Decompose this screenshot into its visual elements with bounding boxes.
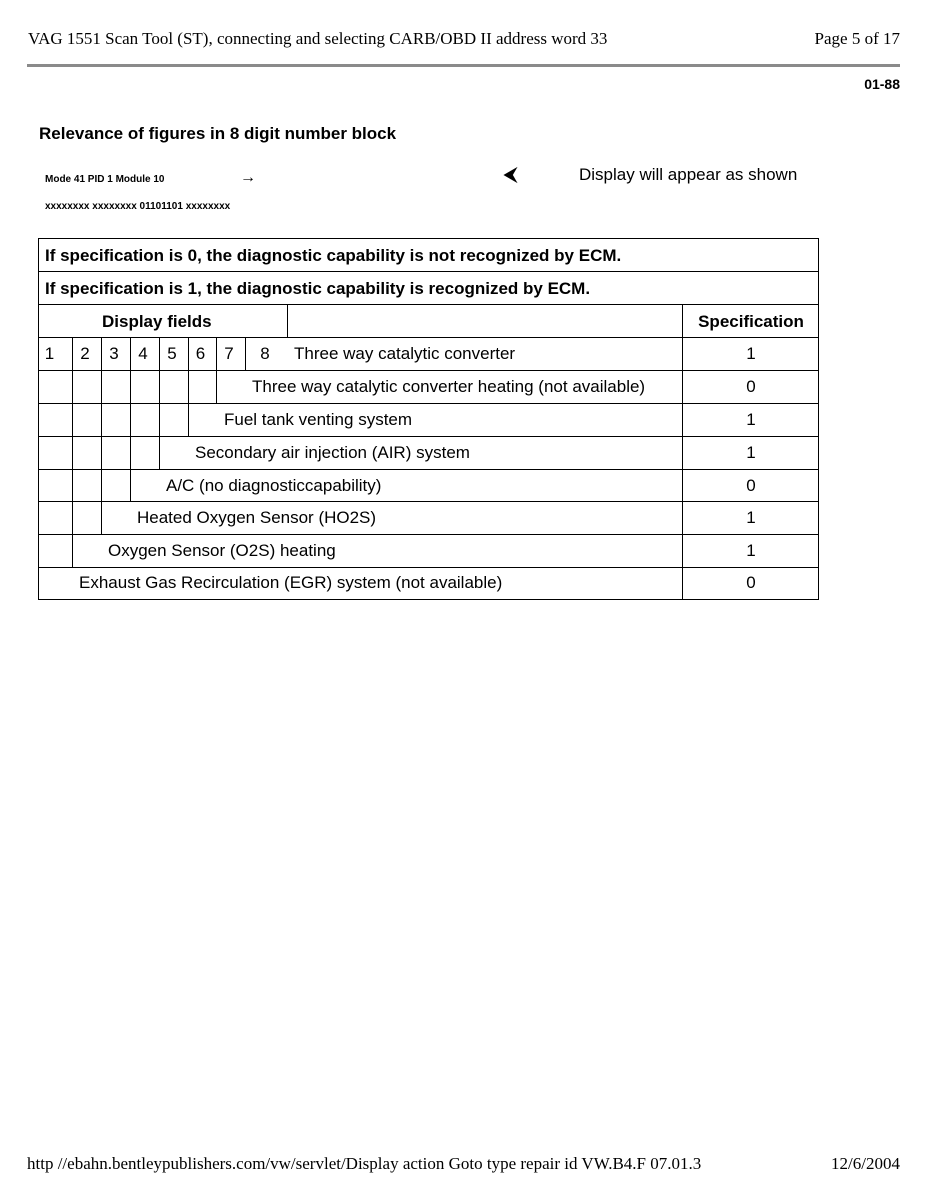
row-spec: 1	[746, 508, 756, 527]
row-spec: 1	[746, 443, 756, 462]
row-label: Three way catalytic converter heating (not available)	[252, 377, 646, 396]
display-note: Display will appear as shown	[579, 165, 798, 184]
display-fields-header: Display fields	[102, 312, 212, 331]
field-number: 3	[109, 344, 119, 363]
row-spec: 1	[746, 344, 756, 363]
row-label: Exhaust Gas Recirculation (EGR) system (not available)	[79, 573, 503, 592]
page-code: 01-88	[864, 76, 900, 92]
footer-url: http //ebahn.bentleypublishers.com/vw/servlet/Display action Goto type repair id VW.B4.F 07.01.3	[27, 1154, 702, 1173]
display-mode-line: Mode 41 PID 1 Module 10	[45, 174, 165, 185]
arrow-right-icon: →	[240, 169, 256, 186]
row-spec: 1	[746, 410, 756, 429]
footer-date: 12/6/2004	[831, 1154, 900, 1173]
row-spec: 0	[746, 476, 756, 495]
specification-header: Specification	[698, 312, 804, 331]
row-spec: 0	[746, 573, 756, 592]
row-spec: 0	[746, 377, 756, 396]
relevance-table	[38, 238, 819, 600]
page-number: Page 5 of 17	[814, 29, 900, 48]
display-mask-line: xxxxxxxx xxxxxxxx 01101101 xxxxxxxx	[45, 201, 231, 212]
section-heading: Relevance of figures in 8 digit number block	[39, 124, 397, 143]
field-number: 1	[44, 344, 55, 363]
row-label: Oxygen Sensor (O2S) heating	[108, 541, 336, 560]
row-label: Heated Oxygen Sensor (HO2S)	[137, 508, 377, 527]
field-number: 2	[80, 344, 90, 363]
header-divider	[27, 64, 900, 67]
spec-one-note: If specification is 1, the diagnostic capability is recognized by ECM.	[45, 279, 591, 298]
field-number: 5	[167, 344, 177, 363]
row-label: Three way catalytic converter	[294, 344, 516, 363]
field-number: 7	[224, 344, 234, 363]
display-pointer-icon: ⮜	[504, 164, 517, 184]
row-label: Fuel tank venting system	[224, 410, 413, 429]
document-title: VAG 1551 Scan Tool (ST), connecting and selecting CARB/OBD II address word 33	[28, 29, 608, 48]
row-label: A/C (no diagnosticcapability)	[166, 476, 382, 495]
field-number: 4	[138, 344, 148, 363]
row-label: Secondary air injection (AIR) system	[195, 443, 470, 462]
row-spec: 1	[746, 541, 756, 560]
field-number: 6	[195, 344, 206, 363]
field-number: 8	[260, 344, 270, 363]
spec-zero-note: If specification is 0, the diagnostic capability is not recognized by ECM.	[45, 246, 622, 265]
